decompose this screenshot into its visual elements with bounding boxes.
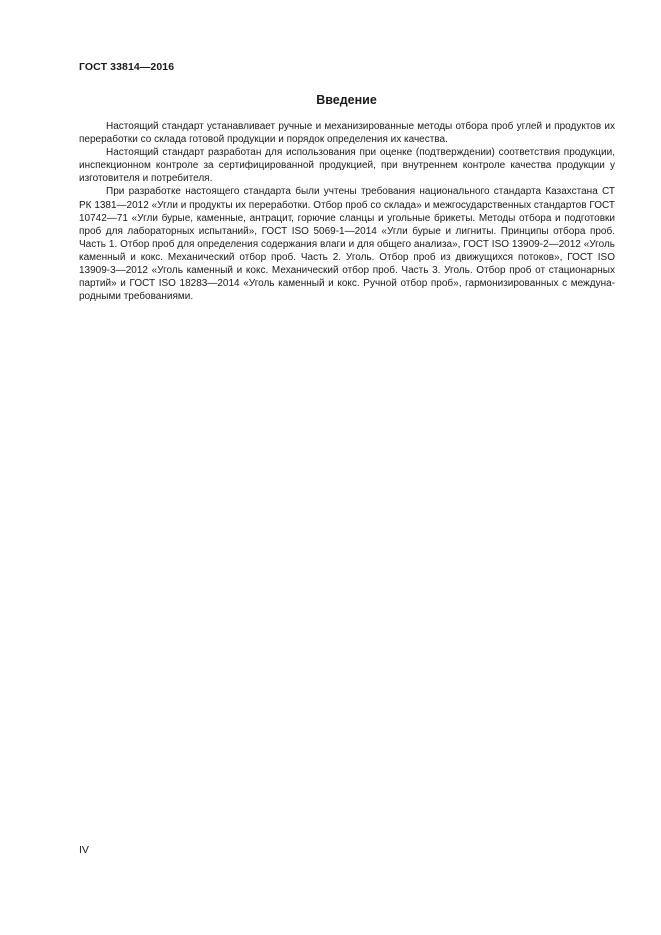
paragraph-scope: Настоящий стандарт устанавливает ручные и механизированные методы отбора проб углей и продуктов их переработки со склада готовой продукции и порядок определения их качества. [79, 121, 615, 146]
section-body [79, 120, 615, 303]
paragraph-references: При разработке настоящего стандарта были учтены требования национального стандарта Казахстана СТ РК 1381—2012 «Угли и продукты их переработки. Отбор проб со склада» и межгосударственных стандартов ГОСТ 10742—71 «Угли бурые, каменные, антрацит, горючие сланцы и угольные брикеты. Методы отбора и подготовки проб для лабораторных испытаний», ГОСТ ISO 5069-1—2014 «Угли бурые и лигниты. Принципы отбора проб. Часть 1. Отбор проб для определения содержания влаги и для общего анализа», ГОСТ ISO 13909-2—2012 «Уголь каменный и кокс. Механический отбор проб. Часть 2. Уголь. Отбор проб из движущихся потоков», ГОСТ ISO 13909-3—2012 «Уголь каменный и кокс. Механический отбор проб. Часть 3. Уголь. Отбор проб от стационарных партий» и ГОСТ ISO 18283—2014 «Уголь каменный и кокс. Ручной отбор проб», гармонизированных с международными требованиями. [79, 186, 615, 303]
paragraph-purpose: Настоящий стандарт разработан для использования при оценке (подтверждении) соответствия продукции, инспекционном контроле за сертифицированной продукцией, при внутреннем контроле качества продукции у изготовителя и потребителя. [79, 147, 615, 185]
page-number: IV [79, 844, 89, 856]
document-header-code: ГОСТ 33814—2016 [79, 61, 175, 73]
section-title: Введение [316, 93, 377, 107]
